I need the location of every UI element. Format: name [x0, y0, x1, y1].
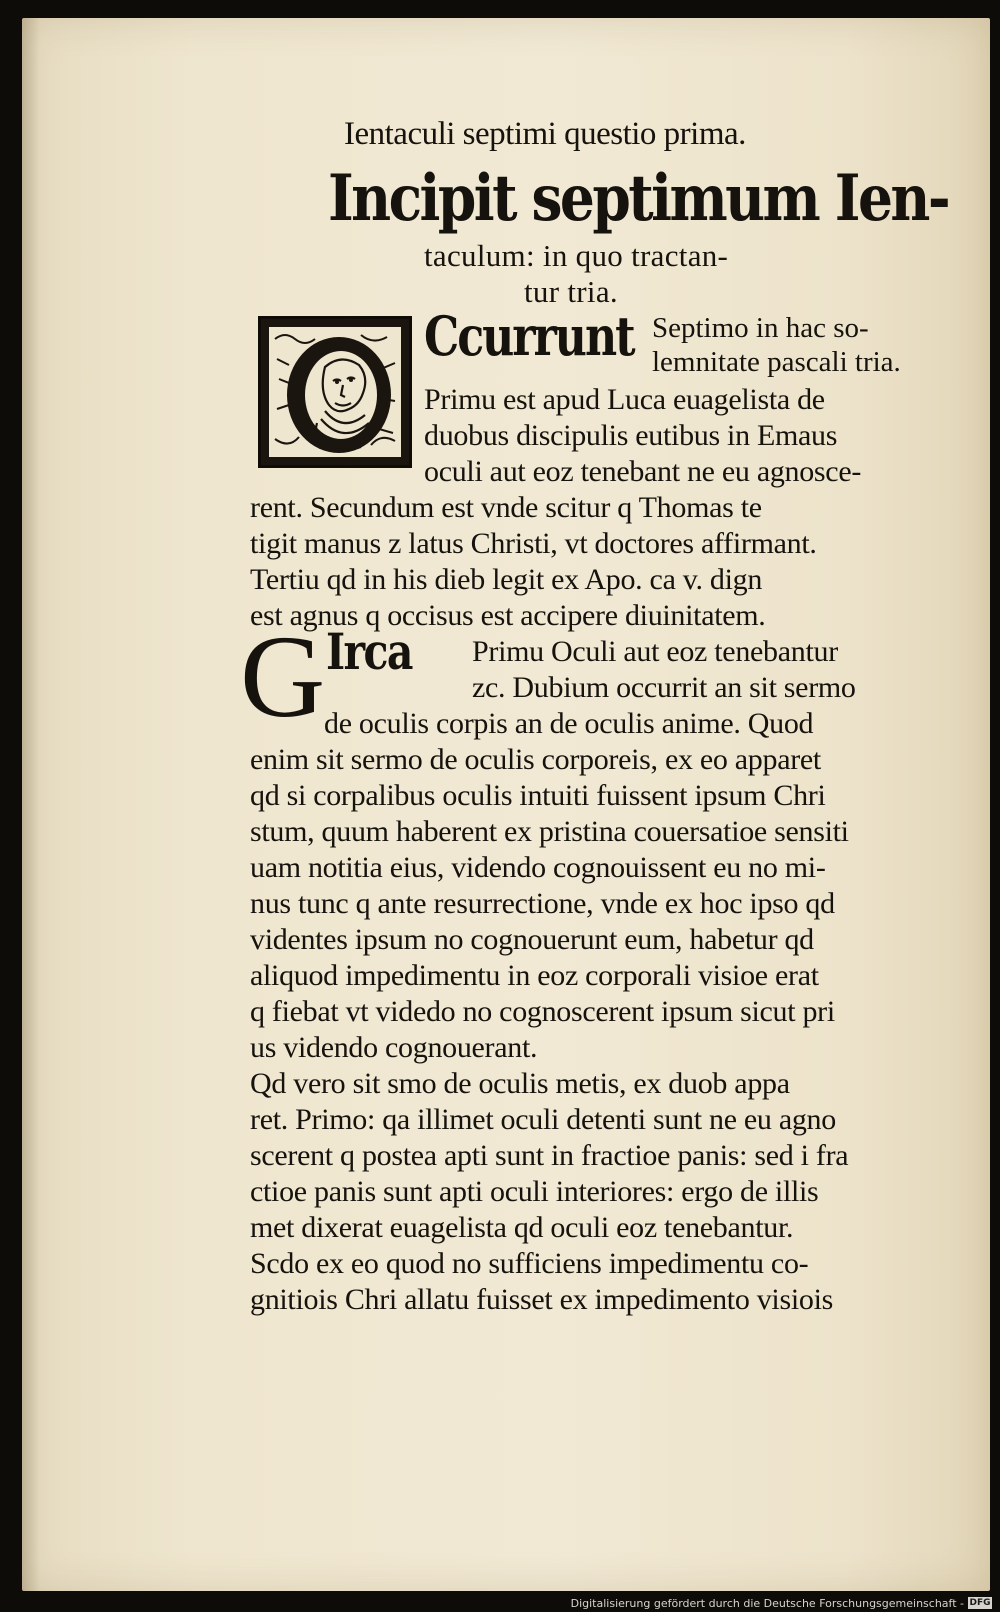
- paragraph2-line: uam notitia eius, videndo cognouissent eu no mi-: [250, 851, 826, 884]
- dfg-logo: DFG: [969, 1598, 991, 1608]
- paragraph1-line: est agnus q occisus est accipere diuinitatem.: [250, 599, 766, 632]
- credit-text: Digitalisierung gefördert durch die Deutsche Forschungsgemeinschaft -: [570, 1596, 964, 1610]
- paragraph1-line: duobus discipulis eutibus in Emaus: [424, 419, 838, 452]
- woodcut-portrait-icon: [261, 319, 409, 465]
- paragraph1-line: rent. Secundum est vnde scitur q Thomas te: [250, 491, 762, 524]
- paragraph2-line: stum, quum haberent ex pristina couersatioe sensiti: [250, 815, 849, 848]
- book-page: [22, 18, 990, 1591]
- paragraph1-line: Tertiu qd in his dieb legit ex Apo. ca v. dign: [250, 563, 763, 596]
- running-head: Ientaculi septimi questio prima.: [344, 116, 746, 152]
- paragraph2-line: gnitiois Chri allatu fuisset ex impedimento visiois: [250, 1283, 833, 1316]
- digitization-credit: [571, 1595, 992, 1611]
- paragraph2-line: nus tunc q ante resurrectione, vnde ex hoc ipso qd: [250, 887, 835, 920]
- incipit-line-1: taculum: in quo tractan-: [424, 238, 729, 273]
- paragraph2-line: ret. Primo: qa illimet oculi detenti sunt ne eu agno: [250, 1103, 836, 1136]
- initial-g: G: [240, 611, 326, 742]
- paragraph2-line: q fiebat vt videdo no cognoscerent ipsum sicut pri: [250, 995, 835, 1028]
- opening-lead-word: Ccurrunt: [424, 304, 634, 368]
- paragraph2-line: aliquod impedimentu in eoz corporali visioe erat: [250, 959, 819, 992]
- paragraph2-line: met dixerat euagelista qd oculi eoz tenebantur.: [250, 1211, 794, 1244]
- circa-lead-word: Irca: [326, 622, 412, 681]
- paragraph1-line: oculi aut eoz tenebant ne eu agnosce-: [424, 455, 862, 488]
- opening-side-line-2: lemnitate pascali tria.: [652, 346, 901, 378]
- incipit-line-2: tur tria.: [524, 274, 618, 309]
- woodcut-initial-o: [258, 316, 412, 468]
- paragraph2-line: ctioe panis sunt apti oculi interiores: ergo de illis: [250, 1175, 819, 1208]
- circa-side-line-1: Primu Oculi aut eoz tenebantur: [472, 635, 838, 668]
- paragraph2-line: enim sit sermo de oculis corporeis, ex eo apparet: [250, 743, 821, 776]
- circa-side-line-2: zc. Dubium occurrit an sit sermo: [472, 671, 856, 704]
- paragraph2-line: Scdo ex eo quod no sufficiens impedimentu co-: [250, 1247, 809, 1280]
- paragraph2-line: scerent q postea apti sunt in fractioe panis: sed i fra: [250, 1139, 849, 1172]
- paragraph1-line: Primu est apud Luca euagelista de: [424, 383, 825, 416]
- paragraph2-line: qd si corpalibus oculis intuiti fuissent ipsum Chri: [250, 779, 826, 812]
- paragraph2-line: us videndo cognouerant.: [250, 1031, 538, 1064]
- opening-side-line-1: Septimo in hac so-: [652, 312, 869, 344]
- circa-side-line-3: de oculis corpis an de oculis anime. Quod: [324, 707, 814, 740]
- paragraph2-line: Qd vero sit smo de oculis metis, ex duob appa: [250, 1067, 790, 1100]
- incipit-heading: Incipit septimum Ien-: [328, 161, 949, 236]
- paragraph2-line: videntes ipsum no cognouerunt eum, habetur qd: [250, 923, 814, 956]
- paragraph1-line: tigit manus z latus Christi, vt doctores affirmant.: [250, 527, 817, 560]
